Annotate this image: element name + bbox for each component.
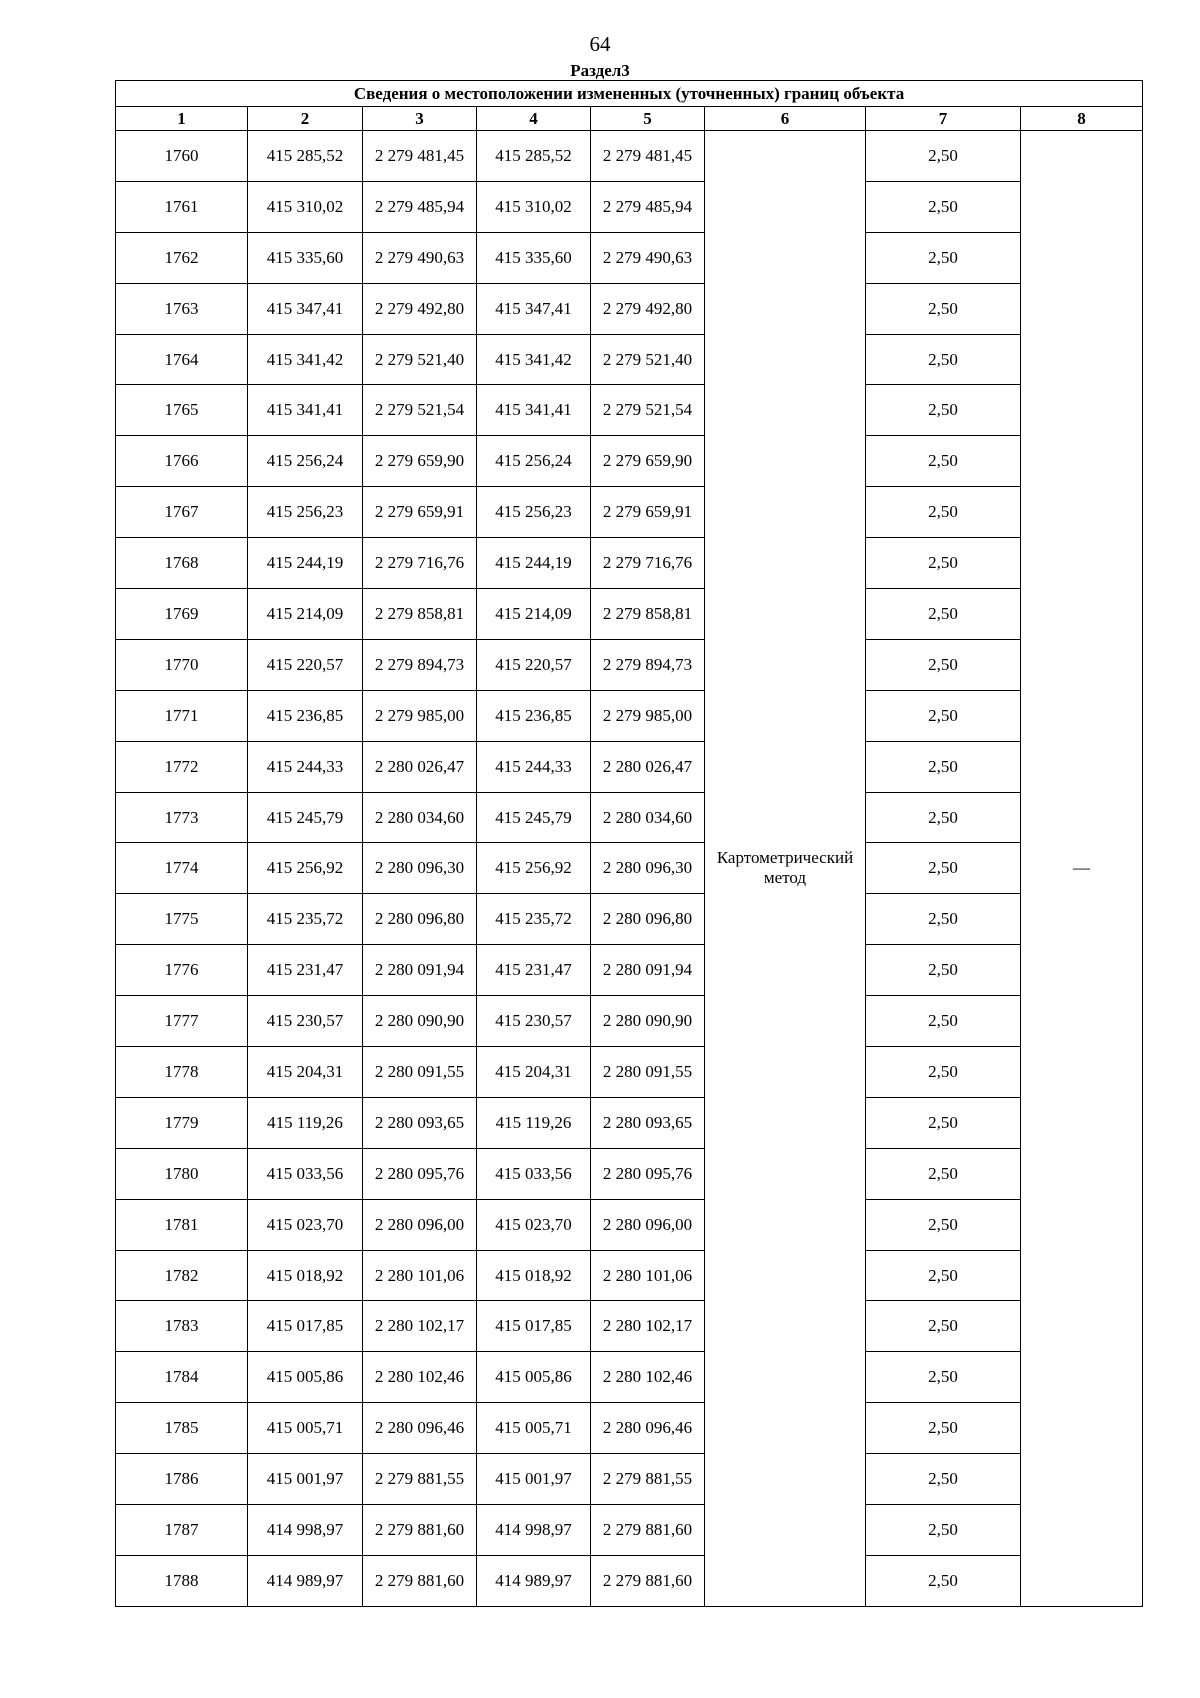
x-existing-cell: 415 244,33 — [248, 741, 363, 792]
y-refined-cell: 2 280 095,76 — [591, 1148, 705, 1199]
y-refined-cell: 2 279 490,63 — [591, 232, 705, 283]
column-number-1: 1 — [116, 107, 248, 131]
x-existing-cell: 415 235,72 — [248, 894, 363, 945]
table-row — [116, 690, 1143, 741]
point-number-cell: 1764 — [116, 334, 248, 385]
table-row — [116, 996, 1143, 1047]
x-existing-cell: 415 341,41 — [248, 385, 363, 436]
x-refined-cell: 415 285,52 — [477, 131, 591, 182]
y-existing-cell: 2 280 026,47 — [363, 741, 477, 792]
x-existing-cell: 415 018,92 — [248, 1250, 363, 1301]
point-number-cell: 1785 — [116, 1403, 248, 1454]
point-number-cell: 1778 — [116, 1047, 248, 1098]
x-refined-cell: 415 256,92 — [477, 843, 591, 894]
table-row — [116, 1505, 1143, 1556]
y-existing-cell: 2 280 034,60 — [363, 792, 477, 843]
y-refined-cell: 2 279 521,40 — [591, 334, 705, 385]
accuracy-cell: 2,50 — [866, 436, 1021, 487]
x-refined-cell: 415 018,92 — [477, 1250, 591, 1301]
y-refined-cell: 2 280 096,80 — [591, 894, 705, 945]
y-refined-cell: 2 279 985,00 — [591, 690, 705, 741]
accuracy-cell: 2,50 — [866, 894, 1021, 945]
table-row — [116, 589, 1143, 640]
accuracy-cell: 2,50 — [866, 589, 1021, 640]
y-refined-cell: 2 279 659,91 — [591, 487, 705, 538]
y-existing-cell: 2 279 659,90 — [363, 436, 477, 487]
column-number-7: 7 — [866, 107, 1021, 131]
table-row — [116, 843, 1143, 894]
x-existing-cell: 415 214,09 — [248, 589, 363, 640]
x-refined-cell: 415 119,26 — [477, 1097, 591, 1148]
x-existing-cell: 415 256,24 — [248, 436, 363, 487]
table-row — [116, 487, 1143, 538]
accuracy-cell: 2,50 — [866, 283, 1021, 334]
y-existing-cell: 2 280 093,65 — [363, 1097, 477, 1148]
y-existing-cell: 2 279 490,63 — [363, 232, 477, 283]
y-existing-cell: 2 279 985,00 — [363, 690, 477, 741]
accuracy-cell: 2,50 — [866, 741, 1021, 792]
accuracy-cell: 2,50 — [866, 1301, 1021, 1352]
point-number-cell: 1775 — [116, 894, 248, 945]
accuracy-cell: 2,50 — [866, 1148, 1021, 1199]
x-refined-cell: 415 005,86 — [477, 1352, 591, 1403]
table-row — [116, 1097, 1143, 1148]
accuracy-cell: 2,50 — [866, 1250, 1021, 1301]
y-refined-cell: 2 280 096,30 — [591, 843, 705, 894]
note-cell: — — [1021, 131, 1143, 1607]
x-existing-cell: 415 231,47 — [248, 945, 363, 996]
column-number-4: 4 — [477, 107, 591, 131]
x-existing-cell: 415 347,41 — [248, 283, 363, 334]
y-existing-cell: 2 279 858,81 — [363, 589, 477, 640]
x-existing-cell: 415 236,85 — [248, 690, 363, 741]
x-refined-cell: 415 001,97 — [477, 1454, 591, 1505]
table-row — [116, 1148, 1143, 1199]
x-refined-cell: 415 244,19 — [477, 538, 591, 589]
x-existing-cell: 415 244,19 — [248, 538, 363, 589]
y-existing-cell: 2 280 091,55 — [363, 1047, 477, 1098]
y-refined-cell: 2 279 858,81 — [591, 589, 705, 640]
y-existing-cell: 2 279 521,54 — [363, 385, 477, 436]
page-number: 64 — [589, 32, 611, 56]
point-number-cell: 1777 — [116, 996, 248, 1047]
y-existing-cell: 2 280 096,30 — [363, 843, 477, 894]
y-refined-cell: 2 279 881,60 — [591, 1505, 705, 1556]
table-body — [116, 131, 1143, 1607]
column-number-6: 6 — [705, 107, 866, 131]
table-row — [116, 1403, 1143, 1454]
y-refined-cell: 2 280 091,94 — [591, 945, 705, 996]
table-row — [116, 436, 1143, 487]
point-number-cell: 1763 — [116, 283, 248, 334]
y-refined-cell: 2 280 093,65 — [591, 1097, 705, 1148]
table-row — [116, 385, 1143, 436]
x-refined-cell: 415 256,24 — [477, 436, 591, 487]
point-number-cell: 1779 — [116, 1097, 248, 1148]
x-existing-cell: 414 989,97 — [248, 1555, 363, 1606]
accuracy-cell: 2,50 — [866, 639, 1021, 690]
x-refined-cell: 415 220,57 — [477, 639, 591, 690]
x-refined-cell: 415 017,85 — [477, 1301, 591, 1352]
y-refined-cell: 2 279 894,73 — [591, 639, 705, 690]
x-refined-cell: 415 005,71 — [477, 1403, 591, 1454]
x-existing-cell: 415 023,70 — [248, 1199, 363, 1250]
table-row — [116, 639, 1143, 690]
x-refined-cell: 415 310,02 — [477, 181, 591, 232]
y-refined-cell: 2 279 481,45 — [591, 131, 705, 182]
x-existing-cell: 415 285,52 — [248, 131, 363, 182]
accuracy-cell: 2,50 — [866, 1199, 1021, 1250]
x-existing-cell: 415 017,85 — [248, 1301, 363, 1352]
x-existing-cell: 414 998,97 — [248, 1505, 363, 1556]
accuracy-cell: 2,50 — [866, 232, 1021, 283]
y-refined-cell: 2 279 881,55 — [591, 1454, 705, 1505]
y-refined-cell: 2 279 716,76 — [591, 538, 705, 589]
x-existing-cell: 415 335,60 — [248, 232, 363, 283]
x-refined-cell: 415 235,72 — [477, 894, 591, 945]
point-number-cell: 1769 — [116, 589, 248, 640]
accuracy-cell: 2,50 — [866, 1097, 1021, 1148]
accuracy-cell: 2,50 — [866, 334, 1021, 385]
accuracy-cell: 2,50 — [866, 690, 1021, 741]
x-refined-cell: 415 214,09 — [477, 589, 591, 640]
x-existing-cell: 415 256,92 — [248, 843, 363, 894]
x-refined-cell: 414 998,97 — [477, 1505, 591, 1556]
y-existing-cell: 2 280 096,46 — [363, 1403, 477, 1454]
point-number-cell: 1768 — [116, 538, 248, 589]
point-number-cell: 1781 — [116, 1199, 248, 1250]
table-row — [116, 1352, 1143, 1403]
accuracy-cell: 2,50 — [866, 487, 1021, 538]
table-row — [116, 283, 1143, 334]
x-refined-cell: 415 341,41 — [477, 385, 591, 436]
accuracy-cell: 2,50 — [866, 843, 1021, 894]
y-refined-cell: 2 280 091,55 — [591, 1047, 705, 1098]
table-row — [116, 1454, 1143, 1505]
table-row — [116, 1250, 1143, 1301]
point-number-cell: 1760 — [116, 131, 248, 182]
x-existing-cell: 415 310,02 — [248, 181, 363, 232]
y-refined-cell: 2 280 034,60 — [591, 792, 705, 843]
y-existing-cell: 2 280 095,76 — [363, 1148, 477, 1199]
column-number-2: 2 — [248, 107, 363, 131]
accuracy-cell: 2,50 — [866, 1047, 1021, 1098]
accuracy-cell: 2,50 — [866, 1352, 1021, 1403]
table-row — [116, 894, 1143, 945]
x-existing-cell: 415 005,86 — [248, 1352, 363, 1403]
y-existing-cell: 2 280 096,00 — [363, 1199, 477, 1250]
x-existing-cell: 415 230,57 — [248, 996, 363, 1047]
point-number-cell: 1770 — [116, 639, 248, 690]
point-number-cell: 1772 — [116, 741, 248, 792]
column-number-8: 8 — [1021, 107, 1143, 131]
y-existing-cell: 2 280 102,17 — [363, 1301, 477, 1352]
x-existing-cell: 415 204,31 — [248, 1047, 363, 1098]
table-row — [116, 1199, 1143, 1250]
x-refined-cell: 415 231,47 — [477, 945, 591, 996]
y-refined-cell: 2 280 096,46 — [591, 1403, 705, 1454]
y-refined-cell: 2 279 485,94 — [591, 181, 705, 232]
accuracy-cell: 2,50 — [866, 1505, 1021, 1556]
y-refined-cell: 2 280 026,47 — [591, 741, 705, 792]
point-number-cell: 1788 — [116, 1555, 248, 1606]
point-number-cell: 1780 — [116, 1148, 248, 1199]
table-row — [116, 741, 1143, 792]
y-existing-cell: 2 279 485,94 — [363, 181, 477, 232]
table-row — [116, 538, 1143, 589]
y-existing-cell: 2 280 101,06 — [363, 1250, 477, 1301]
x-refined-cell: 415 256,23 — [477, 487, 591, 538]
y-existing-cell: 2 279 881,60 — [363, 1555, 477, 1606]
x-existing-cell: 415 001,97 — [248, 1454, 363, 1505]
y-existing-cell: 2 279 659,91 — [363, 487, 477, 538]
x-existing-cell: 415 033,56 — [248, 1148, 363, 1199]
x-existing-cell: 415 256,23 — [248, 487, 363, 538]
boundary-coordinates-table — [115, 80, 1143, 1607]
method-cell: Картометрический метод — [705, 131, 866, 1607]
y-refined-cell: 2 280 090,90 — [591, 996, 705, 1047]
y-existing-cell: 2 280 090,90 — [363, 996, 477, 1047]
x-existing-cell: 415 245,79 — [248, 792, 363, 843]
point-number-cell: 1773 — [116, 792, 248, 843]
table-row — [116, 232, 1143, 283]
point-number-cell: 1782 — [116, 1250, 248, 1301]
accuracy-cell: 2,50 — [866, 538, 1021, 589]
y-refined-cell: 2 280 102,46 — [591, 1352, 705, 1403]
y-refined-cell: 2 279 881,60 — [591, 1555, 705, 1606]
x-existing-cell: 415 119,26 — [248, 1097, 363, 1148]
table-row — [116, 334, 1143, 385]
table-row — [116, 792, 1143, 843]
point-number-cell: 1776 — [116, 945, 248, 996]
y-existing-cell: 2 279 481,45 — [363, 131, 477, 182]
point-number-cell: 1771 — [116, 690, 248, 741]
x-existing-cell: 415 005,71 — [248, 1403, 363, 1454]
column-number-3: 3 — [363, 107, 477, 131]
accuracy-cell: 2,50 — [866, 1555, 1021, 1606]
y-existing-cell: 2 280 096,80 — [363, 894, 477, 945]
y-refined-cell: 2 279 492,80 — [591, 283, 705, 334]
column-number-row — [116, 107, 1143, 131]
y-existing-cell: 2 280 102,46 — [363, 1352, 477, 1403]
y-existing-cell: 2 279 894,73 — [363, 639, 477, 690]
x-refined-cell: 415 236,85 — [477, 690, 591, 741]
y-refined-cell: 2 280 101,06 — [591, 1250, 705, 1301]
y-existing-cell: 2 279 881,55 — [363, 1454, 477, 1505]
section-title: Раздел3 — [570, 61, 630, 80]
point-number-cell: 1765 — [116, 385, 248, 436]
x-refined-cell: 415 230,57 — [477, 996, 591, 1047]
y-refined-cell: 2 280 102,17 — [591, 1301, 705, 1352]
y-refined-cell: 2 279 659,90 — [591, 436, 705, 487]
y-existing-cell: 2 280 091,94 — [363, 945, 477, 996]
y-refined-cell: 2 280 096,00 — [591, 1199, 705, 1250]
x-refined-cell: 415 244,33 — [477, 741, 591, 792]
x-refined-cell: 415 347,41 — [477, 283, 591, 334]
accuracy-cell: 2,50 — [866, 792, 1021, 843]
accuracy-cell: 2,50 — [866, 996, 1021, 1047]
point-number-cell: 1774 — [116, 843, 248, 894]
accuracy-cell: 2,50 — [866, 1403, 1021, 1454]
accuracy-cell: 2,50 — [866, 181, 1021, 232]
point-number-cell: 1784 — [116, 1352, 248, 1403]
x-existing-cell: 415 220,57 — [248, 639, 363, 690]
point-number-cell: 1761 — [116, 181, 248, 232]
y-existing-cell: 2 279 716,76 — [363, 538, 477, 589]
column-number-5: 5 — [591, 107, 705, 131]
point-number-cell: 1783 — [116, 1301, 248, 1352]
accuracy-cell: 2,50 — [866, 385, 1021, 436]
y-existing-cell: 2 279 492,80 — [363, 283, 477, 334]
accuracy-cell: 2,50 — [866, 131, 1021, 182]
point-number-cell: 1787 — [116, 1505, 248, 1556]
x-refined-cell: 415 335,60 — [477, 232, 591, 283]
table-caption: Сведения о местоположении измененных (уточненных) границ объекта — [116, 81, 1143, 107]
x-refined-cell: 415 245,79 — [477, 792, 591, 843]
x-existing-cell: 415 341,42 — [248, 334, 363, 385]
x-refined-cell: 414 989,97 — [477, 1555, 591, 1606]
table-row — [116, 131, 1143, 182]
table-row — [116, 1301, 1143, 1352]
table-row — [116, 945, 1143, 996]
accuracy-cell: 2,50 — [866, 945, 1021, 996]
table-row — [116, 181, 1143, 232]
accuracy-cell: 2,50 — [866, 1454, 1021, 1505]
point-number-cell: 1766 — [116, 436, 248, 487]
x-refined-cell: 415 341,42 — [477, 334, 591, 385]
y-existing-cell: 2 279 881,60 — [363, 1505, 477, 1556]
x-refined-cell: 415 033,56 — [477, 1148, 591, 1199]
x-refined-cell: 415 204,31 — [477, 1047, 591, 1098]
y-refined-cell: 2 279 521,54 — [591, 385, 705, 436]
x-refined-cell: 415 023,70 — [477, 1199, 591, 1250]
table-row — [116, 1047, 1143, 1098]
point-number-cell: 1767 — [116, 487, 248, 538]
point-number-cell: 1786 — [116, 1454, 248, 1505]
point-number-cell: 1762 — [116, 232, 248, 283]
table-row — [116, 1555, 1143, 1606]
y-existing-cell: 2 279 521,40 — [363, 334, 477, 385]
